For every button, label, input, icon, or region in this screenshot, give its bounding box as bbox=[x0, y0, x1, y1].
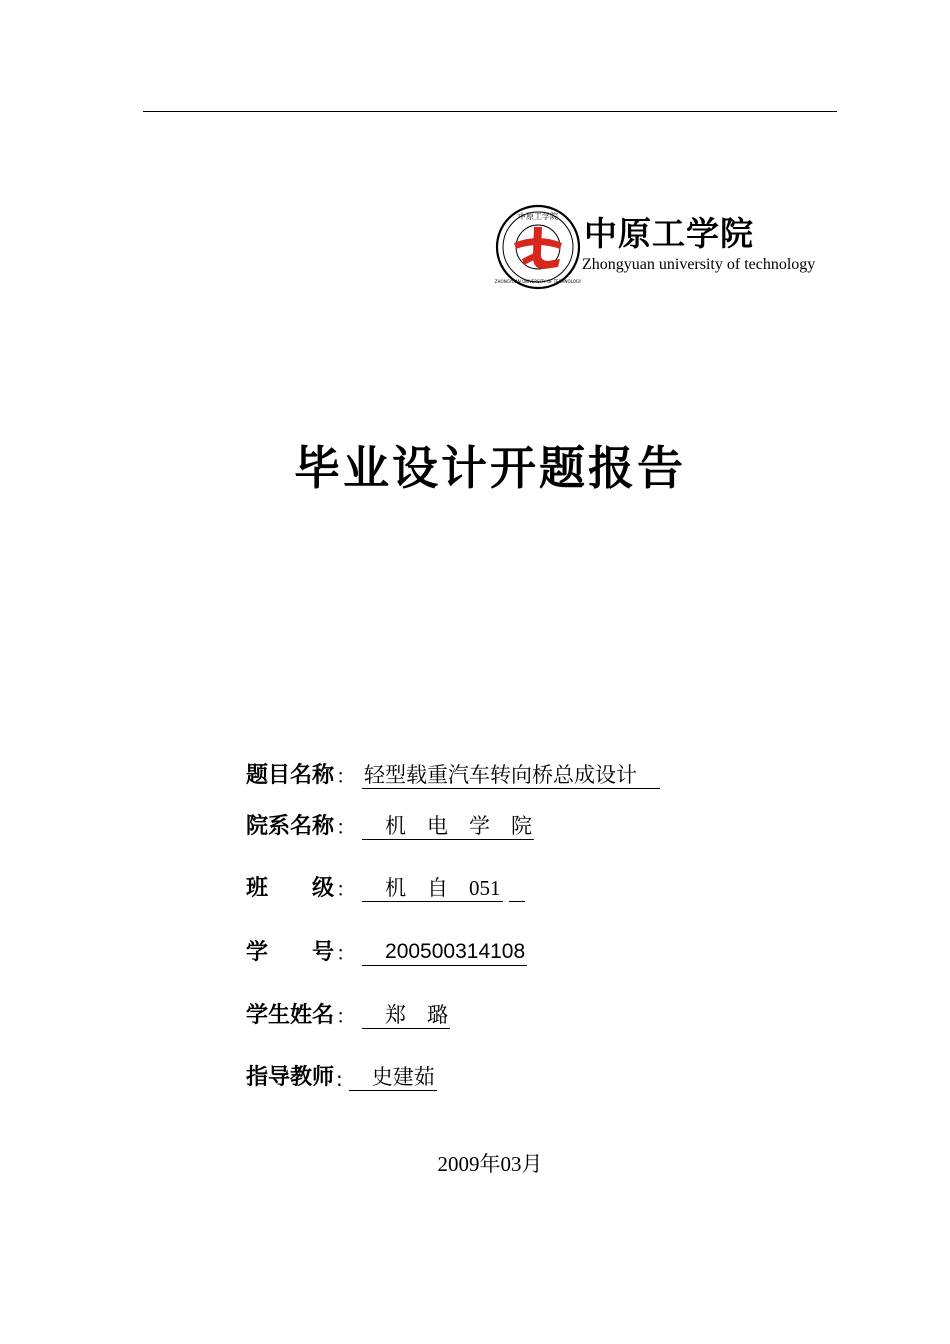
field-colon: ： bbox=[336, 1004, 357, 1028]
field-advisor bbox=[246, 1059, 437, 1091]
field-topic bbox=[246, 757, 660, 789]
field-label: 学 号 bbox=[246, 940, 335, 965]
field-value: 机 自 051 bbox=[364, 876, 501, 900]
field-colon: : bbox=[336, 1067, 343, 1091]
field-colon: ： bbox=[336, 877, 357, 901]
field-value: 200500314108 bbox=[362, 939, 527, 966]
school-name-en: Zhongyuan university of technology bbox=[582, 256, 816, 273]
school-logo bbox=[494, 200, 844, 290]
field-label: 题目名称 bbox=[246, 763, 335, 788]
field-department bbox=[246, 808, 534, 840]
svg-text:中原工学院: 中原工学院 bbox=[518, 212, 558, 221]
field-class bbox=[246, 870, 525, 902]
field-colon: ： bbox=[336, 815, 357, 839]
field-value: 郑 璐 bbox=[364, 1003, 449, 1027]
school-name-cn: 中原工学院 bbox=[584, 214, 754, 253]
field-value: 轻型载重汽车转向桥总成设计 bbox=[364, 763, 659, 787]
field-value: 机 电 学 院 bbox=[364, 814, 533, 838]
field-label: 指导教师 bbox=[246, 1065, 335, 1090]
document-title: 毕业设计开题报告 bbox=[294, 441, 686, 495]
field-value: 史建茹 bbox=[350, 1065, 435, 1089]
header-rule bbox=[143, 111, 837, 112]
field-label: 学生姓名 bbox=[246, 1003, 335, 1028]
school-seal-icon bbox=[494, 203, 582, 291]
field-tail-underline bbox=[509, 875, 525, 902]
document-date: 2009年03月 bbox=[437, 1152, 543, 1176]
svg-text:ZHONGYUAN UNIVERSITY OF TECHNO: ZHONGYUAN UNIVERSITY OF TECHNOLOGY bbox=[494, 279, 582, 284]
field-colon: ： bbox=[336, 764, 357, 788]
field-label: 班 级 bbox=[246, 876, 335, 901]
field-label: 院系名称 bbox=[246, 814, 335, 839]
field-colon: ： bbox=[336, 941, 357, 965]
field-student-id bbox=[246, 934, 527, 966]
field-student-name bbox=[246, 997, 450, 1029]
